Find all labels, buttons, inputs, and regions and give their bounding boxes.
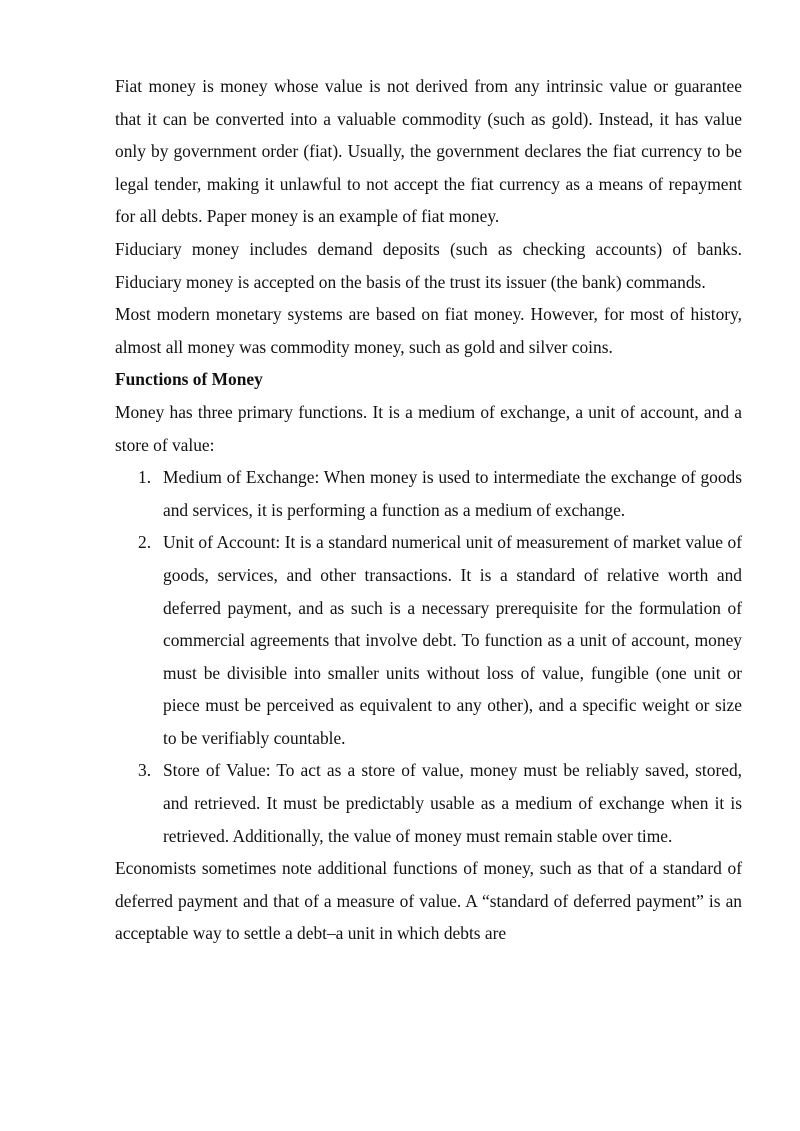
paragraph-modern-systems: Most modern monetary systems are based on fiat money. However, for most of history, almost all money was commodity money, such as gold and silver coins. [115, 304, 742, 357]
list-item-number: 1. [138, 467, 152, 488]
list-item-number: 2. [138, 532, 152, 553]
functions-list [115, 461, 742, 852]
paragraph-additional-functions: Economists sometimes note additional functions of money, such as that of a standard of deferred payment and that of a measure of value. A “standard of deferred payment” is an acceptable way to settle a debt–a unit in which debts are [115, 858, 742, 944]
list-item [115, 754, 742, 852]
paragraph-fiat-money: Fiat money is money whose value is not derived from any intrinsic value or guarantee that it can be converted into a valuable commodity (such as gold). Instead, it has value only by government order (fiat). Usually, the government declares the fiat currency to be legal tender, making it unlawful to not accept the fiat currency as a means of repayment for all debts. Paper money is an example of fiat money. [115, 76, 742, 227]
list-item-text: Medium of Exchange: When money is used to intermediate the exchange of goods and services, it is performing a function as a medium of exchange. [163, 467, 742, 520]
list-item-text: Unit of Account: It is a standard numerical unit of measurement of market value of goods, services, and other transactions. It is a standard of relative worth and deferred payment, and as such is a necessary prerequisite for the formulation of commercial agreements that involve debt. To function as a unit of account, money must be divisible into smaller units without loss of value, fungible (one unit or piece must be perceived as equivalent to any other), and a specific weight or size to be verifiably countable. [163, 532, 742, 748]
section-heading-functions: Functions of Money [115, 369, 263, 390]
list-item-number: 3. [138, 760, 152, 781]
paragraph-fiduciary-money: Fiduciary money includes demand deposits (such as checking accounts) of banks. Fiduciary money is accepted on the basis of the trust its issuer (the bank) commands. [115, 238, 742, 292]
paragraph-functions-intro: Money has three primary functions. It is a medium of exchange, a unit of account, and a store of value: [115, 401, 742, 455]
list-item [115, 461, 742, 526]
list-item-text: Store of Value: To act as a store of value, money must be reliably saved, stored, and retrieved. It must be predictably usable as a medium of exchange when it is retrieved. Additionally, the value of money must remain stable over time. [163, 760, 742, 846]
list-item [115, 526, 742, 754]
document-page [115, 70, 742, 950]
